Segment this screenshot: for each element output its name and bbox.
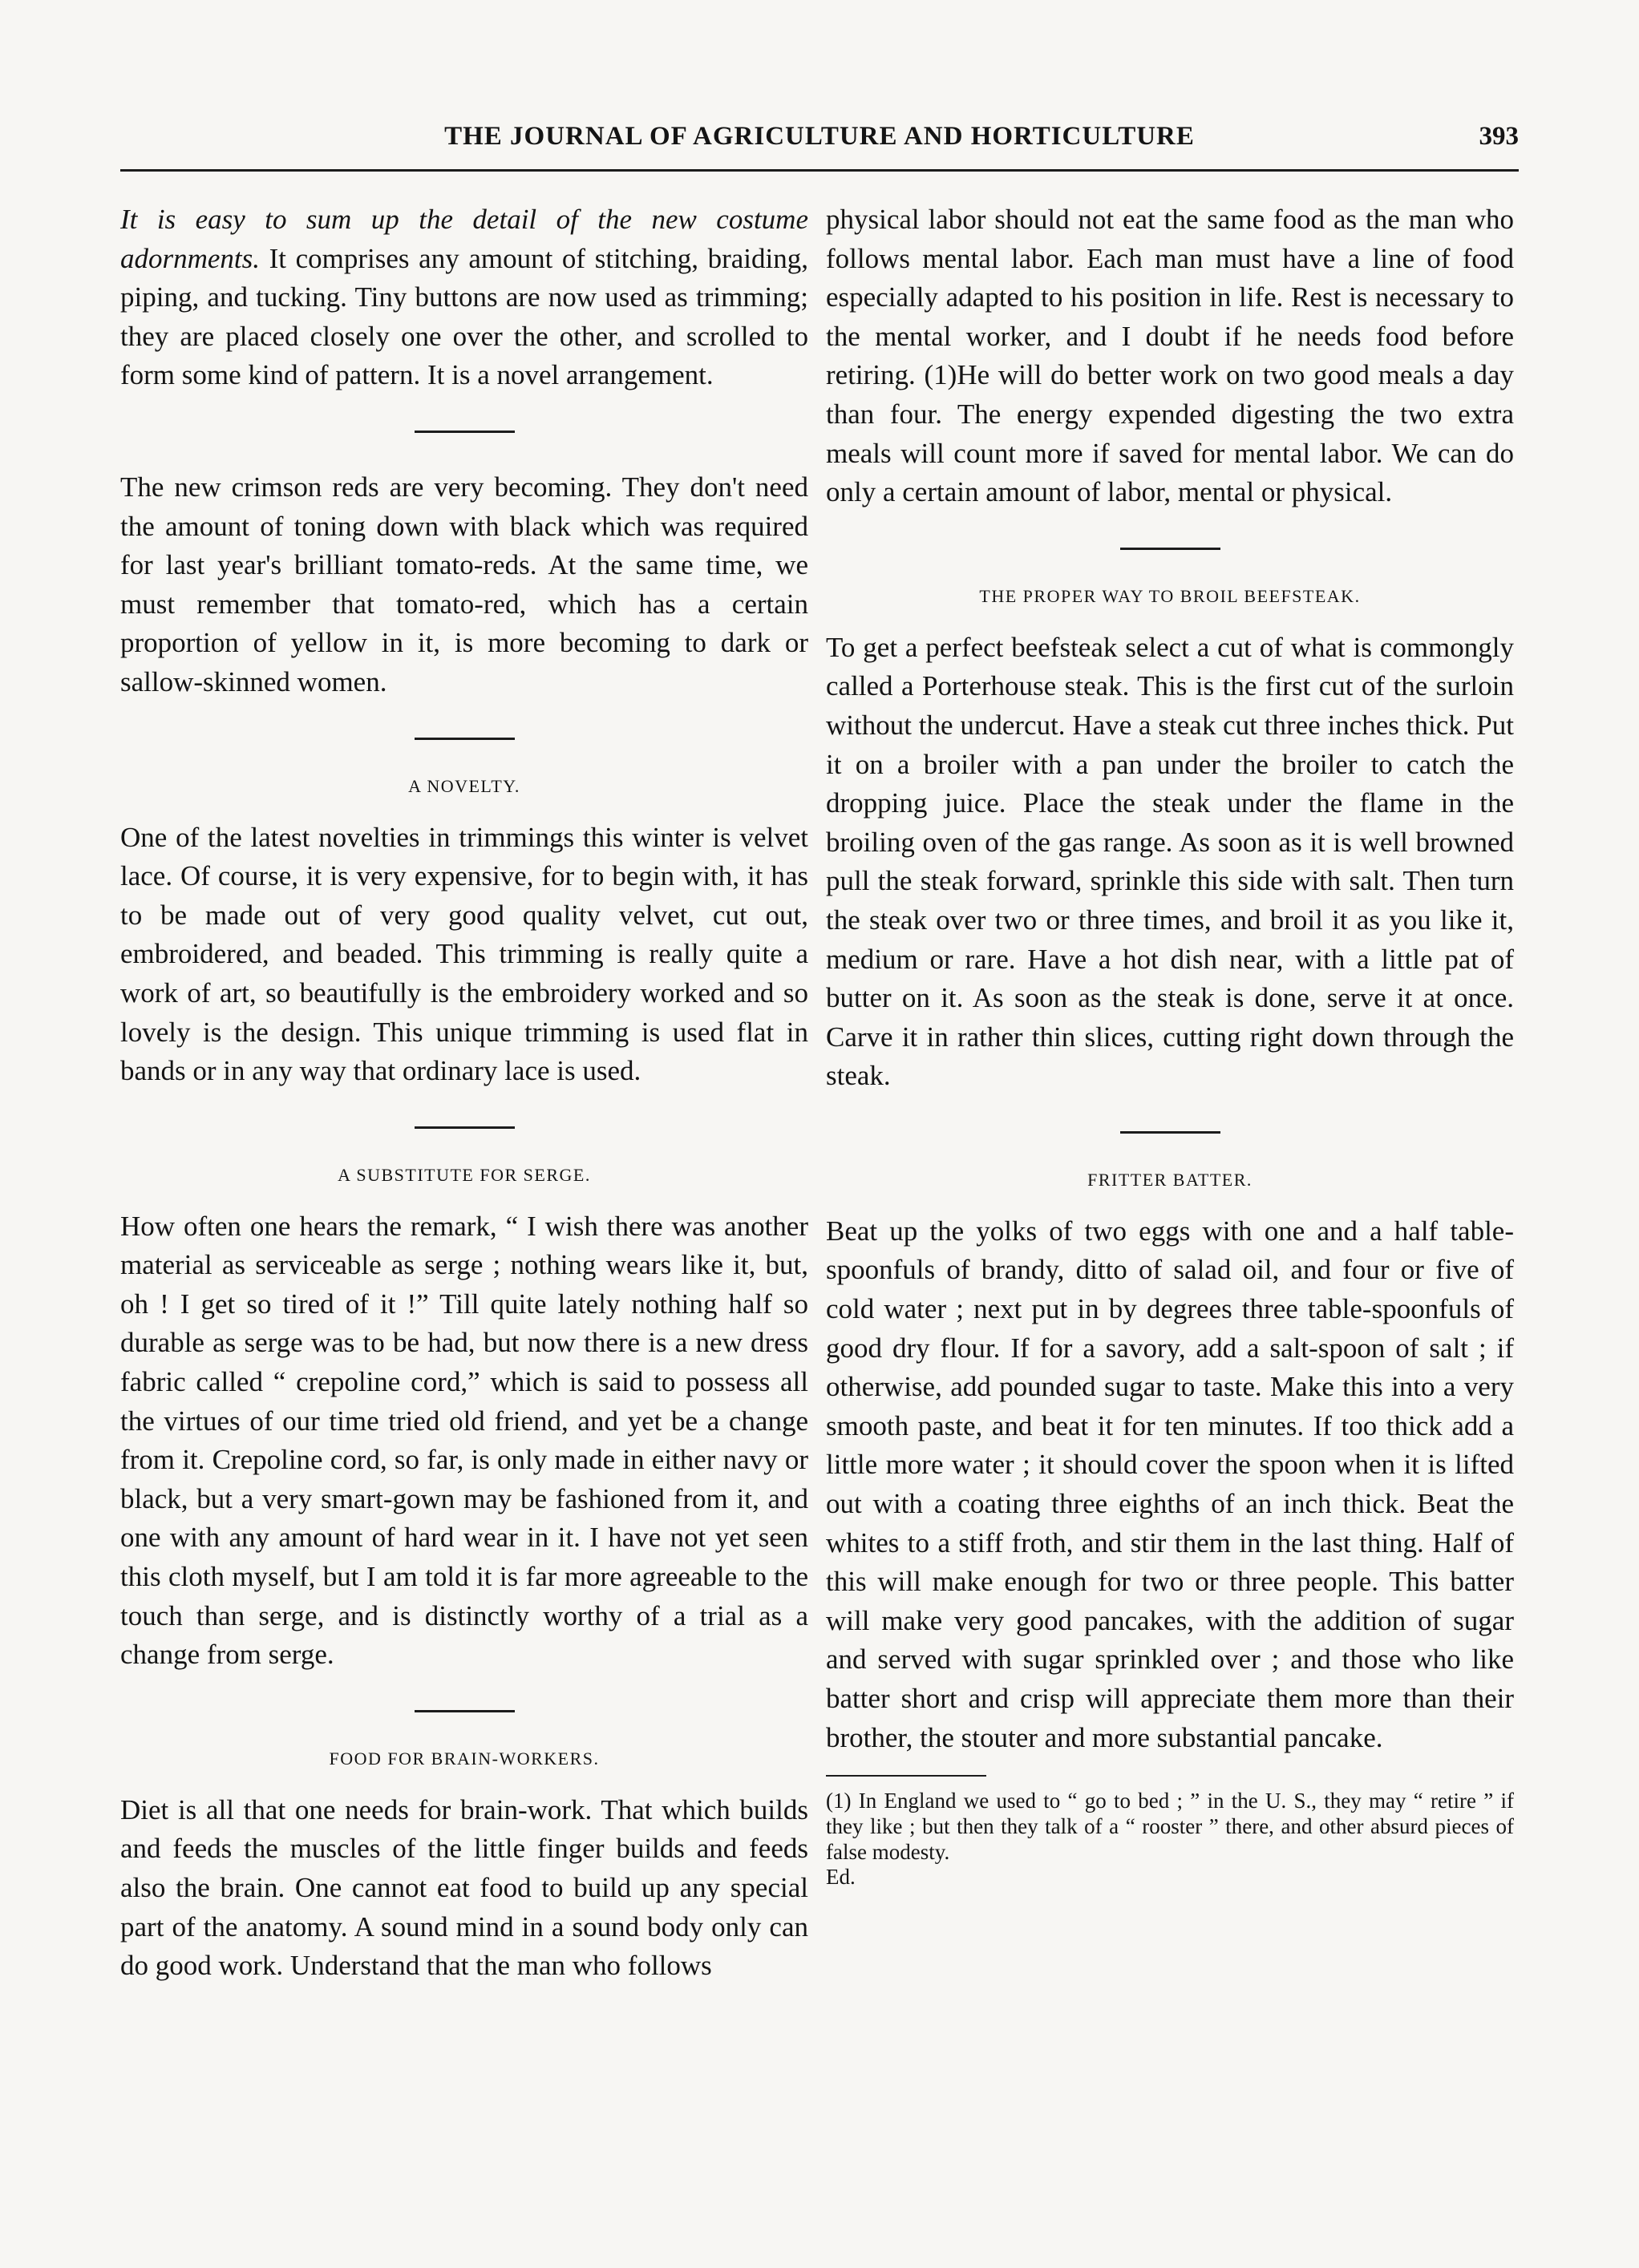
crimson-reds-paragraph: The new crimson reds are very becoming. They don't need the amount of toning down with black which was required for last year's brilliant tomato-reds. At the same time, we must remember that tomato-red, which has a certain proportion of yellow in it, is more becoming to dark or sallow-skinned women. [120,471,808,697]
running-header [120,122,1519,164]
fritter-batter-paragraph: Beat up the yolks of two eggs with one and a half table-spoonfuls of brandy, ditto of salad oil, and four or five of cold water ; next put in by degrees three table-spoonfuls of good dry flour. If for a savory, add a salt-spoon of salt ; if otherwise, add pounded sugar to taste. Make this into a very smooth paste, and beat it for ten minutes. If too thick add a little more water ; it should cover the spoon when it is lifted out with a coating three eighths of an inch thick. Beat the whites to a stiff froth, and stir them in the last thing. Half of this will make enough for two or three people. This batter will make very good pancakes, with the addition of sugar and served with sugar sprinkled over ; and those who like batter short and crisp will appreciate them more than their brother, the stouter and more substantial pancake. [826,1215,1514,1753]
beefsteak-heading: THE PROPER WAY TO BROIL BEEFSTEAK. [979,585,1361,606]
costume-adornments-lead: It is easy to sum up the detail of the new costume adornments. [120,204,808,274]
right-column [826,200,1514,1889]
section-separator [415,1710,515,1712]
novelty-heading: A NOVELTY. [408,775,520,796]
footnote: (1) In England we used to “ go to bed ; ” in the U. S., they may “ retire ” if they like ; but then they talk of a “ rooster ” there, and other absurd pieces of false modesty. [826,1789,1514,1865]
novelty-paragraph: One of the latest novelties in trimmings this winter is velvet lace. Of course, it is very expensive, for to begin with, it has to be made out of very good quality velvet, cut out, embroidered, and beaded. This trimming is really quite a work of art, so beautifully is the embroidery worked and so lovely is the design. This unique trimming is used flat in bands or in any way that ordinary lace is used. [120,821,808,1087]
brain-workers-heading: FOOD FOR BRAIN-WORKERS. [329,1748,600,1769]
section-separator [415,738,515,740]
serge-paragraph: How often one hears the remark, “ I wish there was another material as serviceable as serge ; nothing wears like it, but, oh ! I get so tired of it !” Till quite lately nothing half so durable as serge was to be had, but now there is a new dress fabric called “ crepoline cord,” which is said to possess all the virtues of our time tried old friend, and yet be a change from it. Crepoline cord, so far, is only made in either navy or black, but a very smart-gown may be fashioned from it, and one with any amount of hard wear in it. I have not yet seen this cloth myself, but I am told it is far more agreeable to the touch than serge, and is distinctly worthy of a trial as a change from serge. [120,1210,808,1671]
section-separator [1120,548,1220,550]
serge-heading: A SUBSTITUTE FOR SERGE. [338,1164,591,1185]
section-separator [415,431,515,433]
section-separator [415,1126,515,1129]
editor-signature: Ed. [826,1865,856,1890]
page-number: 393 [1479,122,1519,151]
header-rule [120,169,1519,172]
fritter-batter-heading: FRITTER BATTER. [1087,1169,1253,1190]
brain-workers-continued: physical labor should not eat the same food as the man who follows mental labor. Each man must have a line of food especially adapted to his position in life. Rest is necessary to the mental worker, and I doubt if he needs food before retiring. (1)He will do better work on two good meals a day than four. The energy expended digesting the two extra meals will count more if saved for mental labor. We can do only a certain amount of labor, mental or physical. [826,204,1514,508]
left-column [120,200,808,1986]
costume-adornments-rest: It comprises any amount of stitching, braiding, piping, and tucking. Tiny buttons are now used as trimming; they are placed closely one over the other, and scrolled to form some kind of pattern. It is a novel arrangement. [120,242,808,391]
beefsteak-paragraph: To get a perfect beefsteak select a cut of what is commongly called a Porterhouse steak. This is the first cut of the surloin without the undercut. Have a steak cut three inches thick. Put it on a broiler with a pan under the broiler to catch the dropping juice. Place the steak under the flame in the broiling oven of the gas range. As soon as it is well browned pull the steak forward, sprinkle this side with salt. Then turn the steak over two or three times, and broil it as you like it, medium or rare. Have a hot dish near, with a little pat of butter on it. As soon as the steak is done, serve it at once. Carve it in rather thin slices, cutting right down through the steak. [826,631,1514,1092]
costume-adornments-paragraph [120,200,808,395]
section-separator [1120,1131,1220,1134]
footnote-rule [826,1775,986,1777]
brain-workers-paragraph: Diet is all that one needs for brain-work. That which builds and feeds the muscles of the little finger builds and feeds also the brain. One cannot eat food to build up any special part of the anatomy. A sound mind in a sound body only can do good work. Understand that the man who follows [120,1793,808,1982]
journal-title: THE JOURNAL OF AGRICULTURE AND HORTICULTURE [444,122,1195,151]
